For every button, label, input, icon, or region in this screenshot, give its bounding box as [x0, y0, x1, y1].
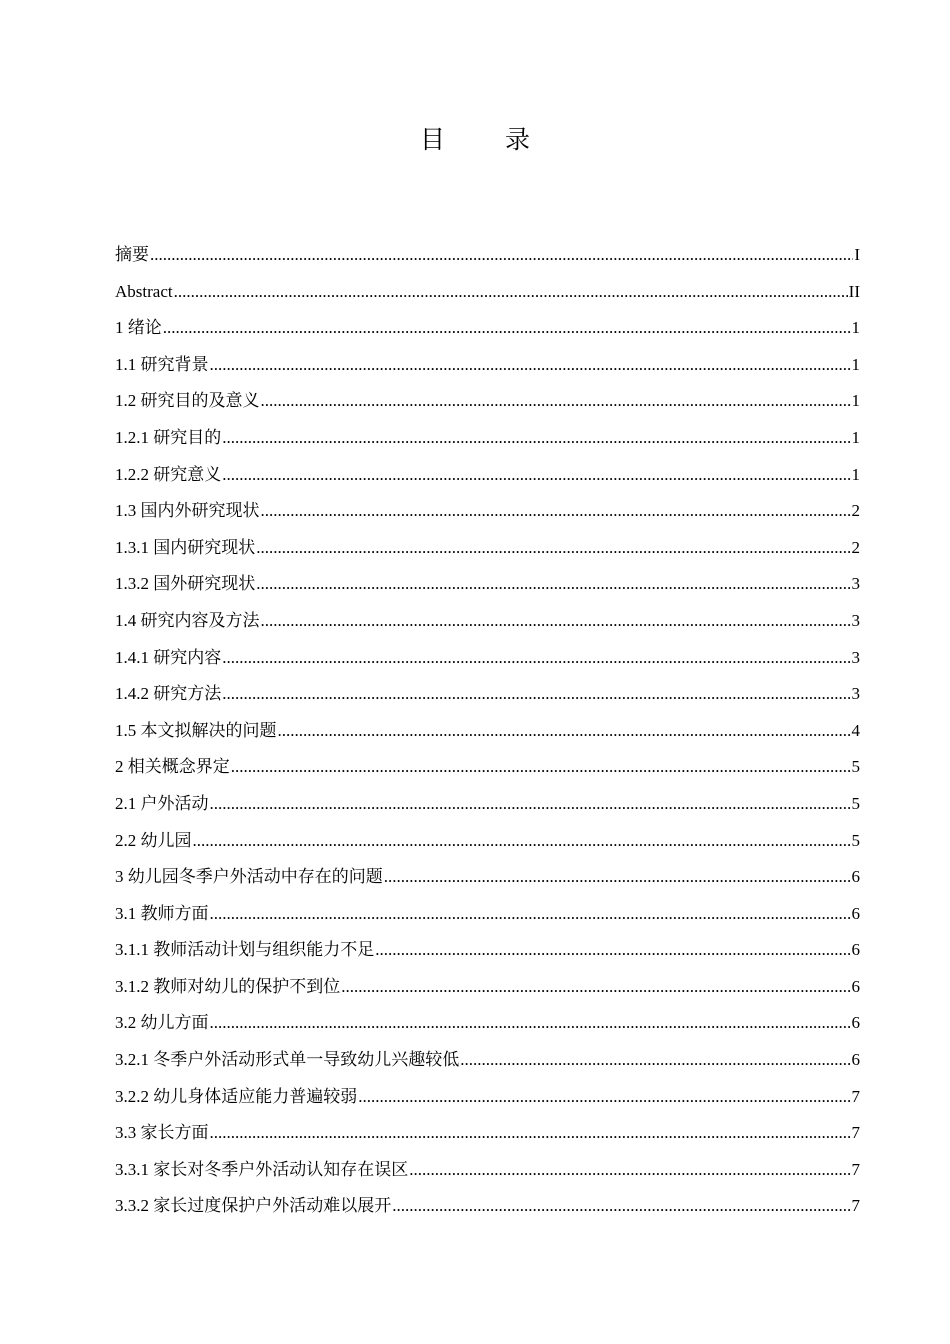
toc-entry-page: 5 — [851, 793, 860, 813]
toc-dot-leader — [256, 566, 850, 603]
toc-entry[interactable] — [115, 640, 860, 677]
toc-entry[interactable] — [115, 530, 860, 567]
toc-entry-label: 2.2 幼儿园 — [115, 830, 192, 850]
toc-entry-page: 3 — [851, 610, 860, 630]
toc-entry[interactable] — [115, 749, 860, 786]
toc-dot-leader — [460, 1042, 850, 1079]
toc-entry-page: 6 — [851, 940, 860, 960]
toc-dot-leader — [210, 896, 851, 933]
toc-entry-page: 2 — [851, 501, 860, 521]
toc-entry-page: 7 — [851, 1196, 860, 1216]
toc-entry[interactable] — [115, 274, 860, 311]
toc-entry[interactable] — [115, 932, 860, 969]
toc-entry-page: 5 — [851, 830, 860, 850]
toc-dot-leader — [384, 859, 851, 896]
toc-entry-label: 2 相关概念界定 — [115, 757, 230, 777]
toc-entry-label: 1 绪论 — [115, 318, 162, 338]
toc-dot-leader — [256, 530, 850, 567]
toc-entry[interactable] — [115, 457, 860, 494]
toc-dot-leader — [341, 969, 850, 1006]
toc-entry-label: 1.2.1 研究目的 — [115, 427, 222, 447]
toc-entry-label: 3.3.2 家长过度保护户外活动难以展开 — [115, 1196, 392, 1216]
toc-dot-leader — [210, 347, 851, 384]
toc-entry-label: 1.1 研究背景 — [115, 354, 209, 374]
toc-dot-leader — [222, 640, 850, 677]
toc-entry[interactable] — [115, 347, 860, 384]
toc-entry-label: 2.1 户外活动 — [115, 793, 209, 813]
toc-entry[interactable] — [115, 786, 860, 823]
toc-entry-label: 1.3.1 国内研究现状 — [115, 537, 256, 557]
toc-entry[interactable] — [115, 566, 860, 603]
toc-dot-leader — [358, 1079, 850, 1116]
toc-entry[interactable] — [115, 383, 860, 420]
toc-dot-leader — [231, 749, 851, 786]
toc-entry-page: 1 — [851, 427, 860, 447]
toc-dot-leader — [193, 823, 851, 860]
toc-dot-leader — [278, 713, 851, 750]
toc-entry-label: 1.2 研究目的及意义 — [115, 391, 260, 411]
toc-dot-leader — [261, 383, 851, 420]
toc-dot-leader — [409, 1152, 850, 1189]
toc-dot-leader — [222, 676, 850, 713]
toc-entry-label: 1.4.1 研究内容 — [115, 647, 222, 667]
toc-dot-leader — [174, 274, 848, 311]
toc-entry-label: 3 幼儿园冬季户外活动中存在的问题 — [115, 867, 383, 887]
toc-entry-label: Abstract — [115, 281, 173, 301]
toc-entry-label: 1.5 本文拟解决的问题 — [115, 720, 277, 740]
toc-entry[interactable] — [115, 1115, 860, 1152]
toc-entry[interactable] — [115, 420, 860, 457]
table-of-contents — [115, 237, 860, 1225]
toc-entry-label: 3.1.1 教师活动计划与组织能力不足 — [115, 940, 375, 960]
toc-dot-leader — [392, 1188, 850, 1225]
toc-entry[interactable] — [115, 1079, 860, 1116]
toc-entry-page: 2 — [851, 537, 860, 557]
toc-entry[interactable] — [115, 310, 860, 347]
toc-entry-page: 3 — [851, 574, 860, 594]
page-title: 目 录 — [420, 125, 556, 154]
toc-entry-page: 1 — [851, 318, 860, 338]
toc-entry[interactable] — [115, 603, 860, 640]
toc-entry-label: 3.3 家长方面 — [115, 1123, 209, 1143]
toc-entry-page: 5 — [851, 757, 860, 777]
toc-entry[interactable] — [115, 859, 860, 896]
toc-entry-page: 6 — [851, 976, 860, 996]
toc-entry-page: 7 — [851, 1123, 860, 1143]
toc-entry-page: 6 — [851, 867, 860, 887]
toc-dot-leader — [210, 1005, 851, 1042]
toc-entry-page: 3 — [851, 647, 860, 667]
toc-entry-page: 3 — [851, 684, 860, 704]
toc-entry-label: 3.1.2 教师对幼儿的保护不到位 — [115, 976, 341, 996]
toc-dot-leader — [261, 493, 851, 530]
toc-entry[interactable] — [115, 1042, 860, 1079]
toc-entry-page: 6 — [851, 1050, 860, 1070]
toc-entry-page: 7 — [851, 1159, 860, 1179]
toc-entry[interactable] — [115, 493, 860, 530]
toc-entry-page: II — [848, 281, 860, 301]
toc-entry-label: 1.4 研究内容及方法 — [115, 610, 260, 630]
toc-entry-label: 3.1 教师方面 — [115, 903, 209, 923]
toc-entry[interactable] — [115, 1152, 860, 1189]
toc-dot-leader — [222, 457, 850, 494]
toc-entry-label: 1.2.2 研究意义 — [115, 464, 222, 484]
toc-dot-leader — [150, 237, 853, 274]
toc-entry-label: 3.2.2 幼儿身体适应能力普遍较弱 — [115, 1086, 358, 1106]
toc-entry-page: 7 — [851, 1086, 860, 1106]
toc-dot-leader — [210, 1115, 851, 1152]
toc-entry[interactable] — [115, 237, 860, 274]
toc-entry-page: 6 — [851, 1013, 860, 1033]
toc-entry[interactable] — [115, 1005, 860, 1042]
toc-entry-label: 3.2 幼儿方面 — [115, 1013, 209, 1033]
toc-entry[interactable] — [115, 713, 860, 750]
toc-dot-leader — [163, 310, 851, 347]
toc-entry-label: 1.3.2 国外研究现状 — [115, 574, 256, 594]
toc-entry-label: 3.3.1 家长对冬季户外活动认知存在误区 — [115, 1159, 409, 1179]
toc-dot-leader — [222, 420, 850, 457]
toc-dot-leader — [210, 786, 851, 823]
toc-entry-label: 1.3 国内外研究现状 — [115, 501, 260, 521]
toc-entry-page: 6 — [851, 903, 860, 923]
toc-entry-page: I — [854, 245, 860, 264]
toc-entry[interactable] — [115, 1188, 860, 1225]
toc-dot-leader — [375, 932, 850, 969]
toc-entry-label: 摘要 — [115, 245, 149, 264]
toc-entry-label: 3.2.1 冬季户外活动形式单一导致幼儿兴趣较低 — [115, 1050, 460, 1070]
toc-dot-leader — [261, 603, 851, 640]
toc-entry-page: 4 — [851, 720, 860, 740]
toc-entry[interactable] — [115, 823, 860, 860]
toc-entry-page: 1 — [851, 391, 860, 411]
toc-entry-page: 1 — [851, 354, 860, 374]
toc-entry-label: 1.4.2 研究方法 — [115, 684, 222, 704]
toc-entry[interactable] — [115, 896, 860, 933]
toc-entry-page: 1 — [851, 464, 860, 484]
toc-entry[interactable] — [115, 676, 860, 713]
toc-entry[interactable] — [115, 969, 860, 1006]
